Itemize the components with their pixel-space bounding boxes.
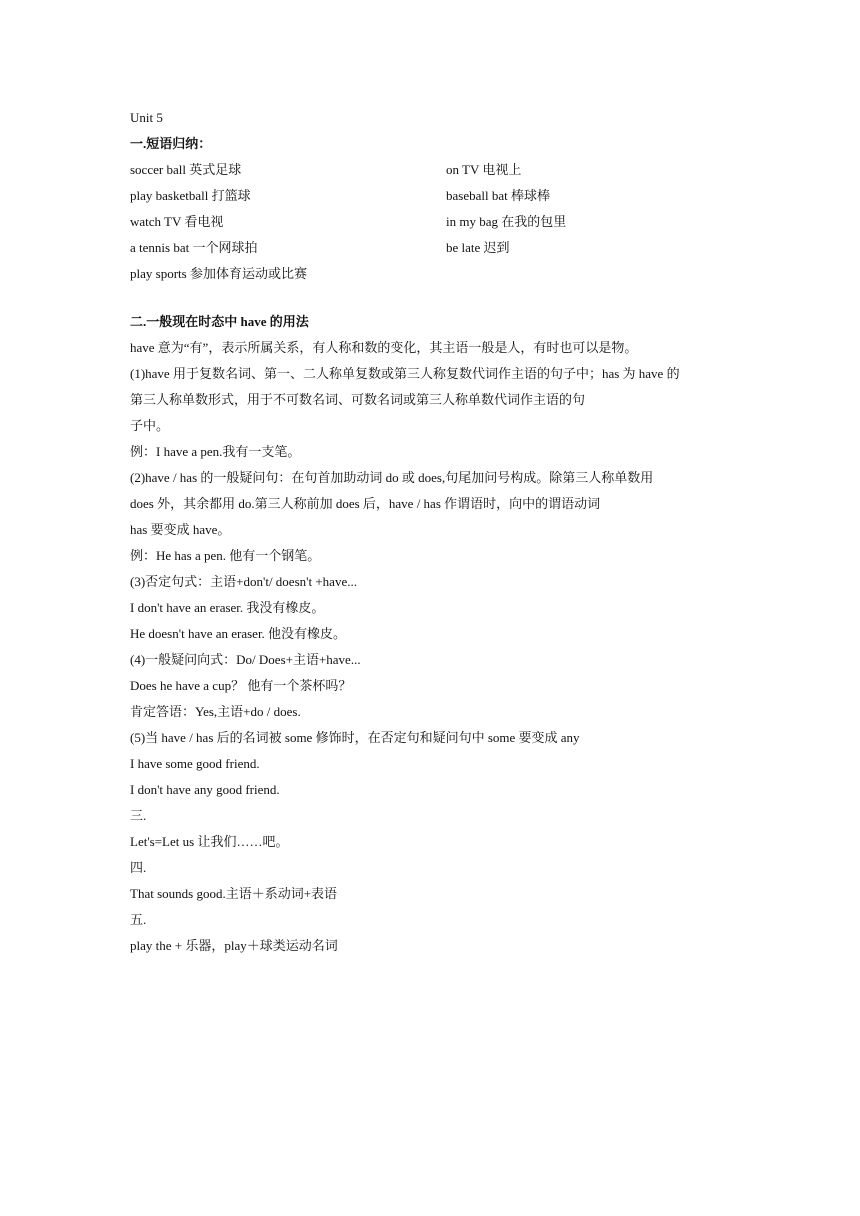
p4-example-2: 肯定答语：Yes,主语+do / does. bbox=[130, 704, 301, 719]
section2-intro: have 意为“有”，表示所属关系，有人称和数的变化，其主语一般是人，有时也可以是物。 bbox=[130, 340, 638, 355]
p4-heading: (4)一般疑问向式：Do/ Does+主语+have... bbox=[130, 652, 361, 667]
p1-line3: 子中。 bbox=[130, 418, 170, 433]
section4-heading: 四. bbox=[130, 860, 147, 875]
phrase-left-4: a tennis bat 一个网球拍 bbox=[130, 240, 258, 255]
phrase-right-4: be late 迟到 bbox=[446, 240, 510, 255]
section1-heading: 一.短语归纳： bbox=[130, 136, 212, 151]
p5-example-1: I have some good friend. bbox=[130, 756, 260, 771]
phrase-left-2: play basketball 打篮球 bbox=[130, 188, 251, 203]
phrase-left-1: soccer ball 英式足球 bbox=[130, 162, 242, 177]
section5-heading: 五. bbox=[130, 912, 147, 927]
p1-line1: (1)have 用于复数名词、第一、二人称单复数或第三人称复数代词作主语的句子中；has 为 have 的 bbox=[130, 366, 680, 381]
phrase-right-2: baseball bat 棒球棒 bbox=[446, 188, 550, 203]
phrase-left-3: watch TV 看电视 bbox=[130, 214, 224, 229]
p5-heading: (5)当 have / has 后的名词被 some 修饰时，在否定句和疑问句中 some 要变成 any bbox=[130, 730, 580, 745]
phrase-right-1: on TV 电视上 bbox=[446, 162, 522, 177]
unit-title: Unit 5 bbox=[130, 110, 163, 125]
p5-example-2: I don't have any good friend. bbox=[130, 782, 280, 797]
p2-line3: has 要变成 have。 bbox=[130, 522, 231, 537]
p1-line2: 第三人称单数形式，用于不可数名词、可数名词或第三人称单数代词作主语的句 bbox=[130, 392, 586, 407]
example-2: 例：He has a pen. 他有一个钢笔。 bbox=[130, 548, 321, 563]
p4-example-1: Does he have a cup？ 他有一个茶杯吗？ bbox=[130, 678, 352, 693]
section2-heading: 二.一般现在时态中 have 的用法 bbox=[130, 314, 309, 329]
p3-example-2: He doesn't have an eraser. 他没有橡皮。 bbox=[130, 626, 347, 641]
phrase-left-5: play sports 参加体育运动或比赛 bbox=[130, 266, 307, 281]
section4-text: That sounds good.主语＋系动词+表语 bbox=[130, 886, 338, 901]
example-1: 例：I have a pen.我有一支笔。 bbox=[130, 444, 301, 459]
section3-heading: 三. bbox=[130, 808, 147, 823]
p3-heading: (3)否定句式：主语+don't/ doesn't +have... bbox=[130, 574, 357, 589]
phrase-right-3: in my bag 在我的包里 bbox=[446, 214, 567, 229]
section5-text: play the + 乐器，play＋球类运动名词 bbox=[130, 938, 338, 953]
p2-line2: does 外，其余都用 do.第三人称前加 does 后，have / has 作谓语时，向中的谓语动词 bbox=[130, 496, 601, 511]
p2-line1: (2)have / has 的一般疑问句：在句首加助动词 do 或 does,句尾加问号构成。除第三人称单数用 bbox=[130, 470, 654, 485]
section3-text: Let's=Let us 让我们……吧。 bbox=[130, 834, 289, 849]
p3-example-1: I don't have an eraser. 我没有橡皮。 bbox=[130, 600, 325, 615]
